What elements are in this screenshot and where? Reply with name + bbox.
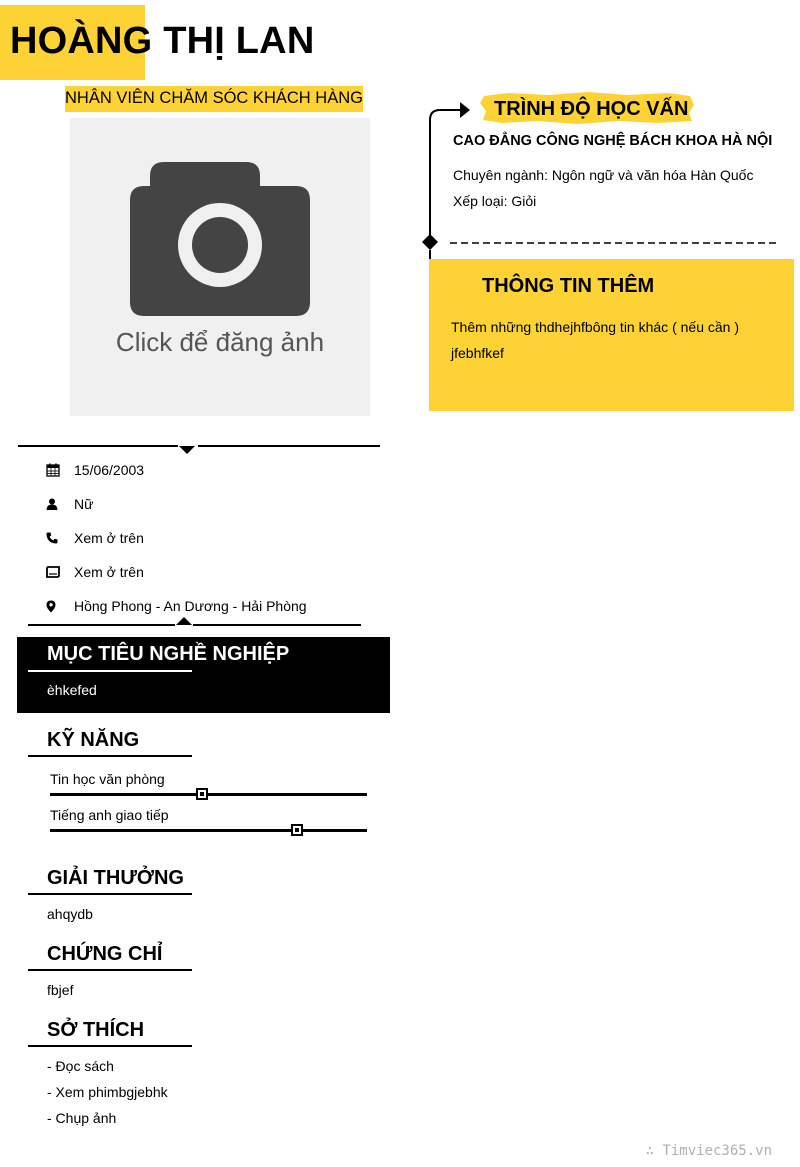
address-value[interactable]: Hồng Phong - An Dương - Hải Phòng [74, 598, 307, 614]
skill-name[interactable]: Tin học văn phòng [50, 771, 165, 787]
objective-title-underline [28, 670, 192, 672]
contact-birthday [46, 460, 144, 480]
hobby-item[interactable]: - Chụp ảnh [47, 1110, 117, 1126]
extra-info-text[interactable]: jfebhfkef [451, 345, 504, 361]
gender-value[interactable]: Nữ [74, 496, 94, 512]
extra-info-title: THÔNG TIN THÊM [482, 275, 655, 297]
watermark: ∴ Timviec365.vn [645, 1143, 772, 1159]
candidate-name[interactable]: HOÀNG THỊ LAN [10, 20, 315, 62]
extra-info-text[interactable]: Thêm những thdhejhfbông tin khác ( nếu cần ) [451, 319, 739, 335]
skill-bar [50, 829, 367, 832]
contact-divider-top-right [198, 445, 380, 447]
certificates-title-underline [28, 969, 192, 971]
photo-upload[interactable] [70, 118, 370, 416]
contact-gender [46, 494, 93, 514]
contact-address [46, 596, 307, 616]
hobbies-title: SỞ THÍCH [47, 1019, 145, 1041]
contact-phone [46, 528, 144, 548]
certificates-title: CHỨNG CHỈ [47, 943, 163, 965]
awards-title-underline [28, 893, 192, 895]
contact-divider-top-left [18, 445, 178, 447]
skill-level-handle[interactable] [291, 824, 303, 836]
objective-title: MỤC TIÊU NGHỀ NGHIỆP [47, 643, 290, 665]
user-icon [46, 498, 74, 510]
skill-bar [50, 793, 367, 796]
certificates-text[interactable]: fbjef [47, 982, 74, 998]
divider-arrow-up-icon [176, 617, 192, 625]
education-rank[interactable]: Xếp loại: Giỏi [453, 193, 537, 209]
calendar-icon [46, 463, 74, 477]
education-major[interactable]: Chuyên ngành: Ngôn ngữ và văn hóa Hàn Quốc [453, 167, 754, 183]
skill-name[interactable]: Tiếng anh giao tiếp [50, 807, 169, 823]
divider-arrow-down-icon [179, 446, 195, 454]
job-title[interactable]: NHÂN VIÊN CHĂM SÓC KHÁCH HÀNG [65, 86, 363, 112]
phone-icon [46, 532, 74, 544]
contact-divider-bottom-left [28, 624, 175, 626]
contact-email [46, 562, 144, 582]
education-title: TRÌNH ĐỘ HỌC VẤN [494, 98, 689, 120]
skills-title: KỸ NĂNG [47, 729, 140, 751]
awards-text[interactable]: ahqydb [47, 906, 93, 922]
photo-upload-label: Click để đăng ảnh [115, 327, 325, 357]
email-icon [46, 566, 74, 578]
hobby-item[interactable]: - Đọc sách [47, 1058, 114, 1074]
skills-title-underline [28, 755, 192, 757]
skill-level-handle[interactable] [196, 788, 208, 800]
awards-title: GIẢI THƯỞNG [47, 867, 184, 889]
hobbies-title-underline [28, 1045, 192, 1047]
map-marker-icon [46, 600, 74, 613]
email-value[interactable]: Xem ở trên [74, 564, 144, 580]
objective-text[interactable]: èhkefed [47, 682, 97, 698]
camera-icon [70, 118, 370, 328]
hobby-item[interactable]: - Xem phimbgjebhk [47, 1084, 168, 1100]
phone-value[interactable]: Xem ở trên [74, 530, 144, 546]
education-school[interactable]: CAO ĐẲNG CÔNG NGHỆ BÁCH KHOA HÀ NỘI [453, 133, 773, 149]
contact-divider-bottom-right [193, 624, 361, 626]
birthday-value[interactable]: 15/06/2003 [74, 462, 145, 478]
